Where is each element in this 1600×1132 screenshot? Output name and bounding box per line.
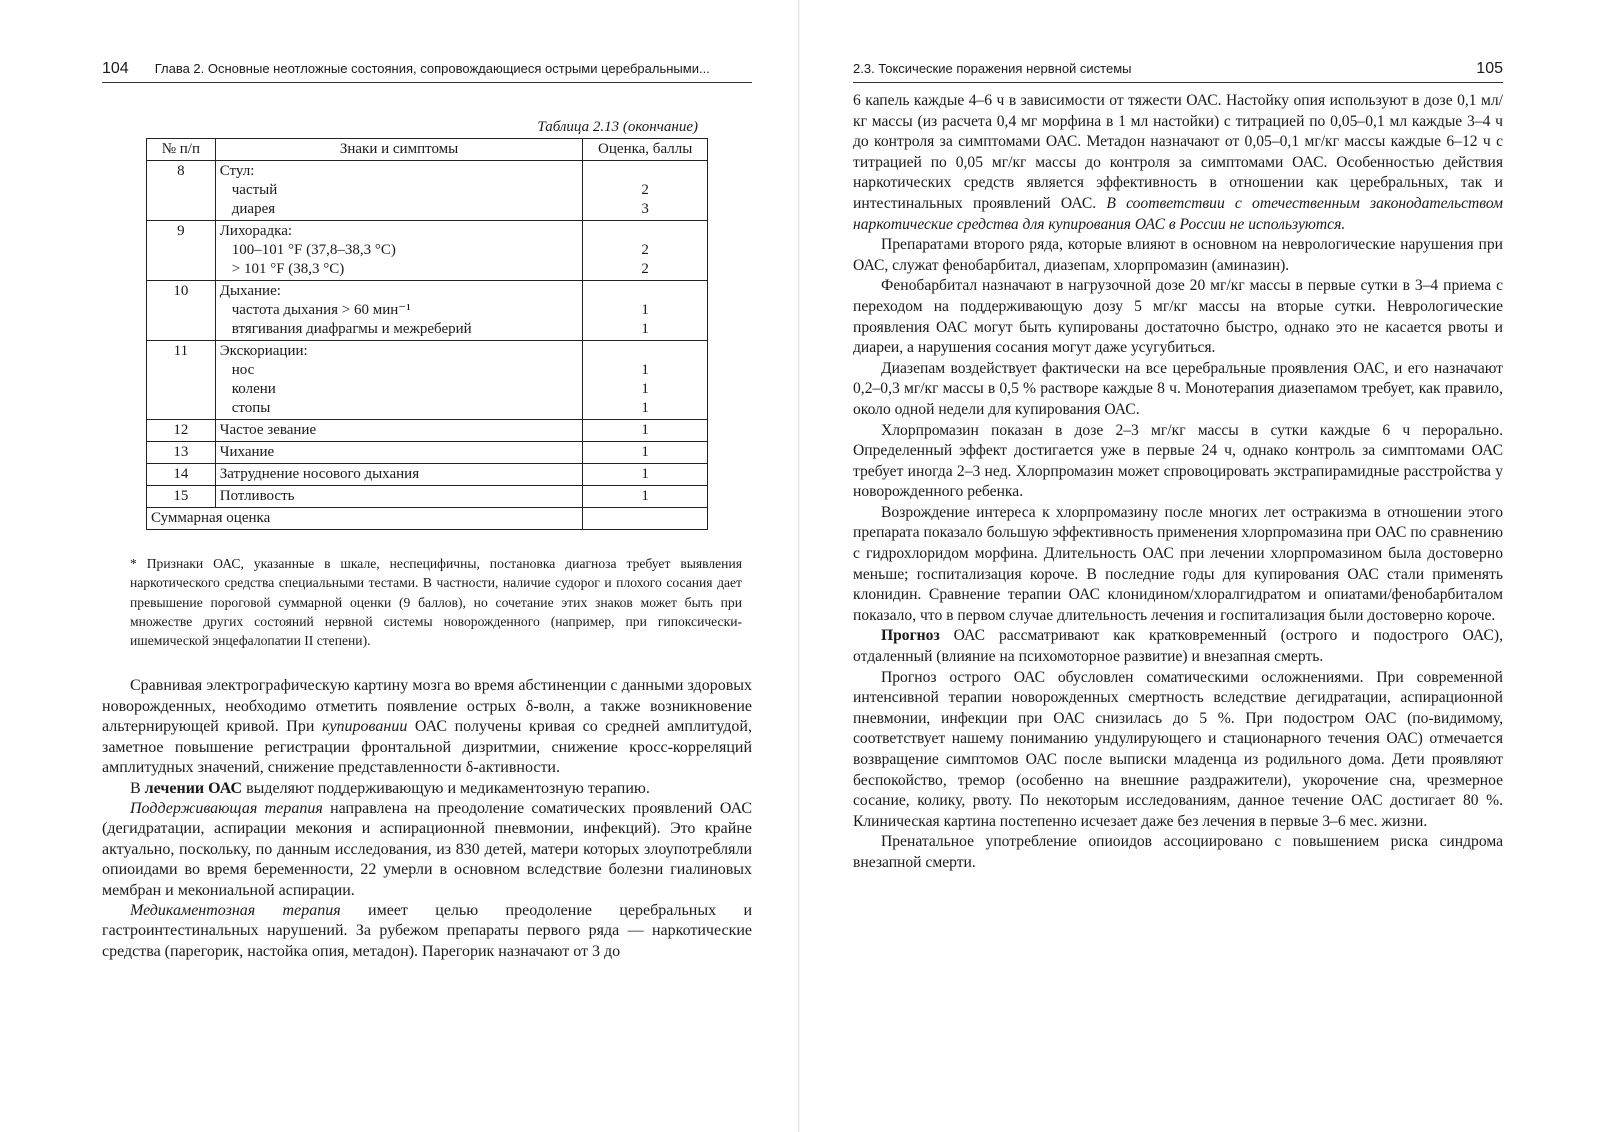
symptom-title: Лихорадка: bbox=[219, 223, 293, 239]
score-value: 2 bbox=[641, 182, 649, 198]
symptom-title: Частое зевание bbox=[219, 422, 317, 438]
paragraph: В лечении ОАС выделяют поддерживающую и медикаментозную терапию. bbox=[130, 779, 650, 797]
paragraph: Сравнивая электрографическую картину мозга во время абстиненции с данными здоровых новорожденных, необходимо отметить появление острых δ-волн, а также возникновение альтернирующей кривой. При купировании ОАС получены кривая со средней амплитудой, заметное повышение регистрации фронтальной дизритмии, снижение кросс-корреляций амплитудных значений, снижение представленности δ-активности. bbox=[102, 677, 752, 777]
row-symptom bbox=[215, 464, 583, 486]
row-score bbox=[583, 221, 708, 281]
row-score bbox=[583, 341, 708, 420]
symptom-title: Экскориации: bbox=[219, 343, 308, 359]
paragraph: Прогноз ОАС рассматривают как кратковременный (острого и подострого ОАС), отдаленный (влияние на психомоторное развитие) и внезапная смерть. bbox=[853, 627, 1503, 666]
paragraph: Медикаментозная терапия имеет целью преодоление церебральных и гастроинтестинальных нарушений. За рубежом препараты первого ряда — наркотические средства (парегорик, настойка опия, метадон). Парегорик назначают от 3 до bbox=[102, 901, 753, 960]
score-value: 2 bbox=[641, 261, 649, 277]
row-number: 8 bbox=[147, 161, 216, 221]
table-row bbox=[147, 221, 708, 281]
row-symptom bbox=[215, 486, 583, 508]
symptom-subitem: диарея bbox=[231, 201, 276, 217]
left-body-text bbox=[102, 676, 752, 962]
score-spacer bbox=[587, 342, 703, 361]
table-header: Оценка, баллы bbox=[583, 139, 708, 161]
paragraph: Пренатальное употребление опиоидов ассоциировано с повышением риска синдрома внезапной смерти. bbox=[853, 833, 1503, 871]
symptom-title: Дыхание: bbox=[219, 283, 281, 299]
row-score bbox=[583, 486, 708, 508]
table-body bbox=[147, 161, 708, 530]
row-number: 14 bbox=[147, 464, 216, 486]
symptom-subitem: нос bbox=[231, 362, 255, 378]
table-row bbox=[147, 420, 708, 442]
row-number: 15 bbox=[147, 486, 216, 508]
paragraph: Поддерживающая терапия направлена на преодоление соматических проявлений ОАС (дегидратации, аспирации мекония и аспирационной пневмонии, инфекций). Это крайне актуально, поскольку, по данным исследования, из 830 детей, матери которых злоупотребляли опиоидами во время беременности, 22 умерли в основном вследствие болезни гиалиновых мембран и мекониальной аспирации. bbox=[102, 799, 753, 899]
row-symptom bbox=[215, 341, 583, 420]
row-number: 9 bbox=[147, 221, 216, 281]
paragraph: Хлорпромазин показан в дозе 2–3 мг/кг массы в сутки каждые 6 ч перорально. Определенный эффект достигается уже в первые 24 ч, однако контроль за симптомами ОАС требует иногда 2–3 нед. Хлорпромазин может спровоцировать экстрапирамидные расстройства у новорожденного ребенка. bbox=[853, 421, 1503, 501]
table-row bbox=[147, 464, 708, 486]
row-symptom bbox=[215, 281, 583, 341]
row-symptom bbox=[215, 442, 583, 464]
table-header-row bbox=[147, 139, 708, 161]
score-value: 1 bbox=[641, 400, 649, 416]
symptom-title: Потливость bbox=[219, 488, 295, 504]
left-page bbox=[102, 60, 752, 962]
book-gutter bbox=[798, 0, 800, 1132]
score-value: 2 bbox=[641, 242, 649, 258]
paragraph: 6 капель каждые 4–6 ч в зависимости от тяжести ОАС. Настойку опия используют в дозе 0,1 мл/кг массы (из расчета 0,4 мг морфина в 1 мл настойки) с титрацией по 0,05–0,1 мл каждые 3–4 ч до контроля за симптомами ОАС. Метадон назначают от 0,05–0,1 мг/кг массы каждые 6–12 ч с титрацией по 0,05 мг/кг массы до контроля за симптомами ОАС. Особенностью действия наркотических средств является эффективность в отношении как церебральных, так и интестинальных проявлений ОАС. В соответствии с отечественным законодательством наркотические средства для купирования ОАС в России не используются. bbox=[853, 92, 1503, 233]
table-caption: Таблица 2.13 (окончание) bbox=[537, 119, 698, 135]
row-score bbox=[583, 464, 708, 486]
total-label: Суммарная оценка bbox=[147, 508, 583, 530]
paragraph: Препаратами второго ряда, которые влияют в основном на неврологические нарушения при ОАС, служат фенобарбитал, диазепам, хлорпромазин (аминазин). bbox=[853, 236, 1503, 274]
total-value bbox=[583, 508, 708, 530]
paragraph: Возрождение интереса к хлорпромазину после многих лет остракизма в отношении этого препарата показало большую эффективность применения хлорпромазина при ОАС по сравнению с гидрохлоридом морфина. Длительность ОАС при лечении хлорпромазином была достоверно меньше; госпитализация короче. В последние годы для купирования ОАС стали применять клонидин. Сравнение терапии ОАС клонидином/хлоралгидратом и опиатами/фенобарбиталом показало, что в первом случае длительность лечения и госпитализация были достоверно короче. bbox=[853, 503, 1503, 624]
symptom-subitem: > 101 °F (38,3 °C) bbox=[231, 261, 345, 277]
score-value: 1 bbox=[641, 444, 649, 460]
paragraph: Диазепам воздействует фактически на все церебральные проявления ОАС, и его назначают 0,2–0,3 мг/кг массы в 0,5 % растворе каждые 8 ч. Монотерапия диазепамом требует, как правило, около одной недели для купирования ОАС. bbox=[853, 359, 1503, 418]
score-value: 1 bbox=[641, 362, 649, 378]
row-number: 13 bbox=[147, 442, 216, 464]
symptom-score-table bbox=[146, 138, 708, 530]
row-number: 12 bbox=[147, 420, 216, 442]
paragraph: Фенобарбитал назначают в нагрузочной дозе 20 мг/кг массы в первые сутки в 3–4 приема с переходом на поддерживающую дозу 5 мг/кг массы на вторые сутки. Неврологические проявления ОАС могут быть купированы достаточно быстро, однако это не касается рвоты и диареи, а нарушения сосания могут даже усугубиться. bbox=[853, 277, 1503, 357]
left-running-head-title: Глава 2. Основные неотложные состояния, сопровождающиеся острыми церебральными... bbox=[154, 61, 710, 76]
right-page bbox=[853, 60, 1503, 874]
score-value: 1 bbox=[641, 302, 649, 318]
total-row bbox=[147, 508, 708, 530]
table-row bbox=[147, 161, 708, 221]
row-score bbox=[583, 442, 708, 464]
table-header: № п/п bbox=[147, 139, 216, 161]
symptom-subitem: колени bbox=[231, 381, 276, 397]
score-value: 1 bbox=[641, 321, 649, 337]
row-score bbox=[583, 161, 708, 221]
row-symptom bbox=[215, 221, 583, 281]
row-number: 11 bbox=[147, 341, 216, 420]
paragraph: Прогноз острого ОАС обусловлен соматическими осложнениями. При современной интенсивной терапии новорожденных смертность вследствие дегидратации, аспирационной пневмонии, инфекции при ОАС снизилась до 5 %. При подостром ОАС (по-видимому, соответствует нашему пониманию ундулирующего и стационарного течения ОАС) отмечается возвращение симптомов ОАС после выписки младенца из родильного дома. Дети проявляют беспокойство, тремор (особенно на внешние раздражители), укорочение сна, чрезмерное сосание, колику, рвоту. По некоторым исследованиям, данное течение ОАС достигает 80 %. Клиническая картина постепенно исчезает даже без лечения в первые 3–6 мес. жизни. bbox=[853, 668, 1503, 830]
row-score bbox=[583, 281, 708, 341]
score-value: 1 bbox=[641, 488, 649, 504]
table-row bbox=[147, 486, 708, 508]
symptom-title: Чихание bbox=[219, 444, 275, 460]
left-running-head bbox=[102, 60, 752, 83]
score-value: 1 bbox=[641, 466, 649, 482]
table-row bbox=[147, 281, 708, 341]
symptom-title: Затруднение носового дыхания bbox=[219, 466, 420, 482]
symptom-subitem: 100–101 °F (37,8–38,3 °C) bbox=[231, 242, 396, 258]
symptom-subitem: втягивания диафрагмы и межреберий bbox=[231, 321, 472, 337]
row-score bbox=[583, 420, 708, 442]
table-header: Знаки и симптомы bbox=[215, 139, 583, 161]
score-spacer bbox=[587, 222, 703, 241]
score-value: 3 bbox=[641, 201, 649, 217]
row-symptom bbox=[215, 420, 583, 442]
symptom-subitem: стопы bbox=[231, 400, 271, 416]
row-number: 10 bbox=[147, 281, 216, 341]
right-running-head bbox=[853, 60, 1503, 83]
right-running-head-title: 2.3. Токсические поражения нервной системы bbox=[853, 61, 1132, 76]
table-footnote: * Признаки ОАС, указанные в шкале, неспецифичны, постановка диагноза требует выявления наркотического средства специальными тестами. В частности, наличие судорог и плохого сосания дает превышение пороговой суммарной оценки (9 баллов), но сочетание этих знаков может быть при множестве других состояний нервной системы новорожденного (например, при гипоксически-ишемической энцефалопатии II степени). bbox=[130, 556, 742, 649]
symptom-subitem: частый bbox=[231, 182, 278, 198]
left-page-number: 104 bbox=[102, 60, 129, 77]
table-row bbox=[147, 341, 708, 420]
score-value: 1 bbox=[641, 381, 649, 397]
right-body-text bbox=[853, 91, 1503, 874]
symptom-subitem: частота дыхания > 60 мин⁻¹ bbox=[231, 302, 411, 318]
row-symptom bbox=[215, 161, 583, 221]
score-value: 1 bbox=[641, 422, 649, 438]
table-row bbox=[147, 442, 708, 464]
symptom-title: Стул: bbox=[219, 163, 255, 179]
score-spacer bbox=[587, 162, 703, 181]
right-page-number: 105 bbox=[1476, 60, 1503, 77]
score-spacer bbox=[587, 282, 703, 301]
